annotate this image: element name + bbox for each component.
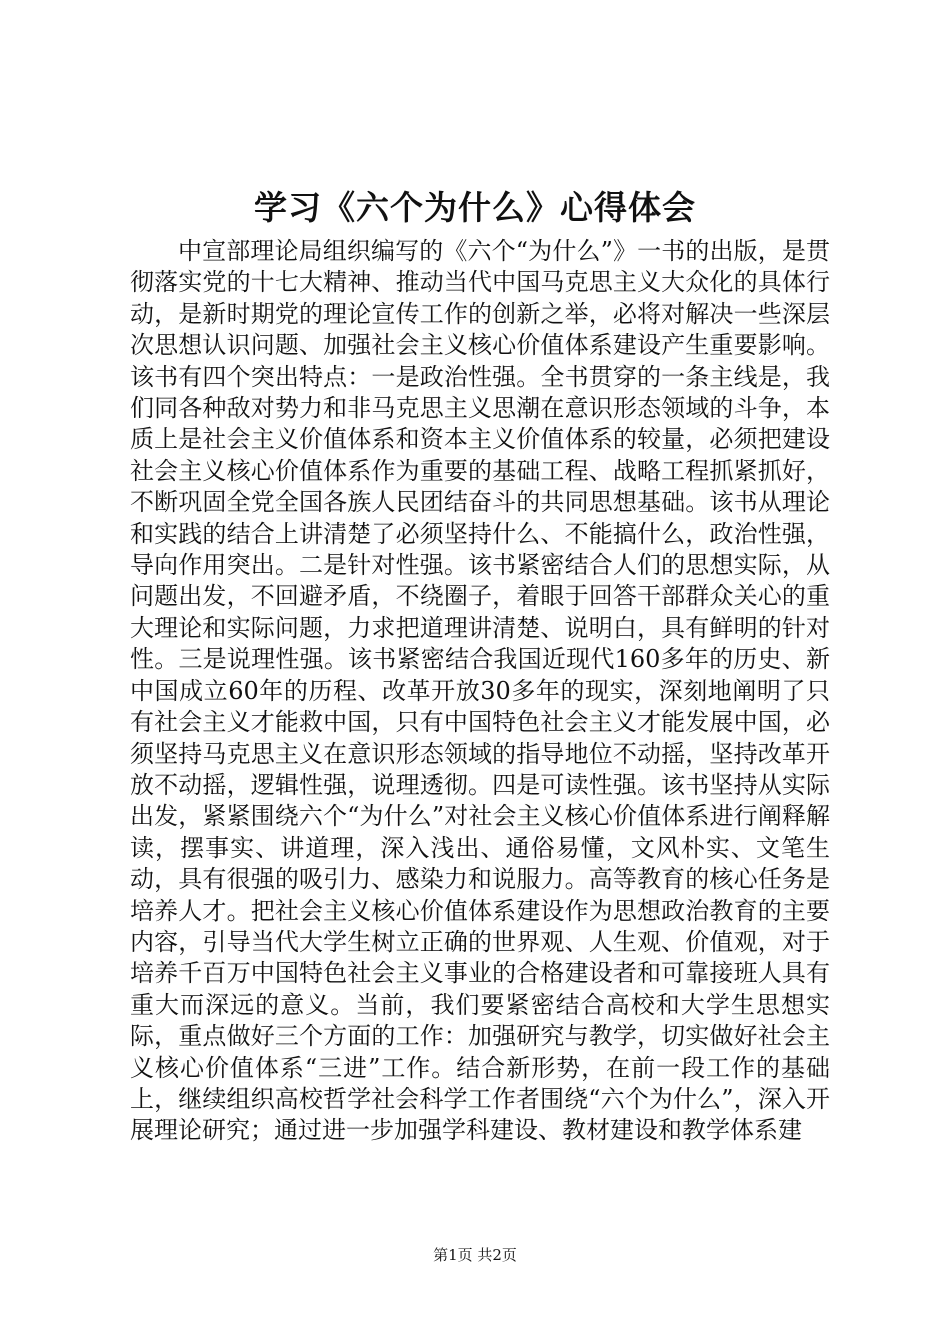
- document-title: 学习《六个为什么》心得体会: [254, 188, 696, 227]
- document-body-paragraph: 中宣部理论局组织编写的《六个“为什么”》一书的出版，是贯彻落实党的十七大精神、推动当代中国马克思主义大众化的具体行动，是新时期党的理论宣传工作的创新之举，必将对解决一些深层次思想认识问题、加强社会主义核心价值体系建设产生重要影响。该书有四个突出特点：一是政治性强。全书贯穿的一条主线是，我们同各种敌对势力和非马克思主义思潮在意识形态领域的斗争，本质上是社会主义价值体系和资本主义价值体系的较量，必须把建设社会主义核心价值体系作为重要的基础工程、战略工程抓紧抓好，不断巩固全党全国各族人民团结奋斗的共同思想基础。该书从理论和实践的结合上讲清楚了必须坚持什么、不能搞什么，政治性强，导向作用突出。二是针对性强。该书紧密结合人们的思想实际，从问题出发，不回避矛盾，不绕圈子，着眼于回答干部群众关心的重大理论和实际问题，力求把道理讲清楚、说明白，具有鲜明的针对性。三是说理性强。该书紧密结合我国近现代160多年的历史、新中国成立60年的历程、改革开放30多年的现实，深刻地阐明了只有社会主义才能救中国，只有中国特色社会主义才能发展中国，必须坚持马克思主义在意识形态领域的指导地位不动摇，坚持改革开放不动摇，逻辑性强，说理透彻。四是可读性强。该书坚持从实际出发，紧紧围绕六个“为什么”对社会主义核心价值体系进行阐释解读，摆事实、讲道理，深入浅出、通俗易懂，文风朴实、文笔生动，具有很强的吸引力、感染力和说服力。高等教育的核心任务是培养人才。把社会主义核心价值体系建设作为思想政治教育的主要内容，引导当代大学生树立正确的世界观、人生观、价值观，对于培养千百万中国特色社会主义事业的合格建设者和可靠接班人具有重大而深远的意义。当前，我们要紧密结合高校和大学生思想实际，重点做好三个方面的工作：加强研究与教学，切实做好社会主义核心价值体系“三进”工作。结合新形势，在前一段工作的基础上，继续组织高校哲学社会科学工作者围绕“六个为什么”，深入开展理论研究；通过进一步加强学科建设、教材建设和教学体系建: [130, 237, 830, 1145]
- page-number-footer: 第1页 共2页: [433, 1246, 517, 1264]
